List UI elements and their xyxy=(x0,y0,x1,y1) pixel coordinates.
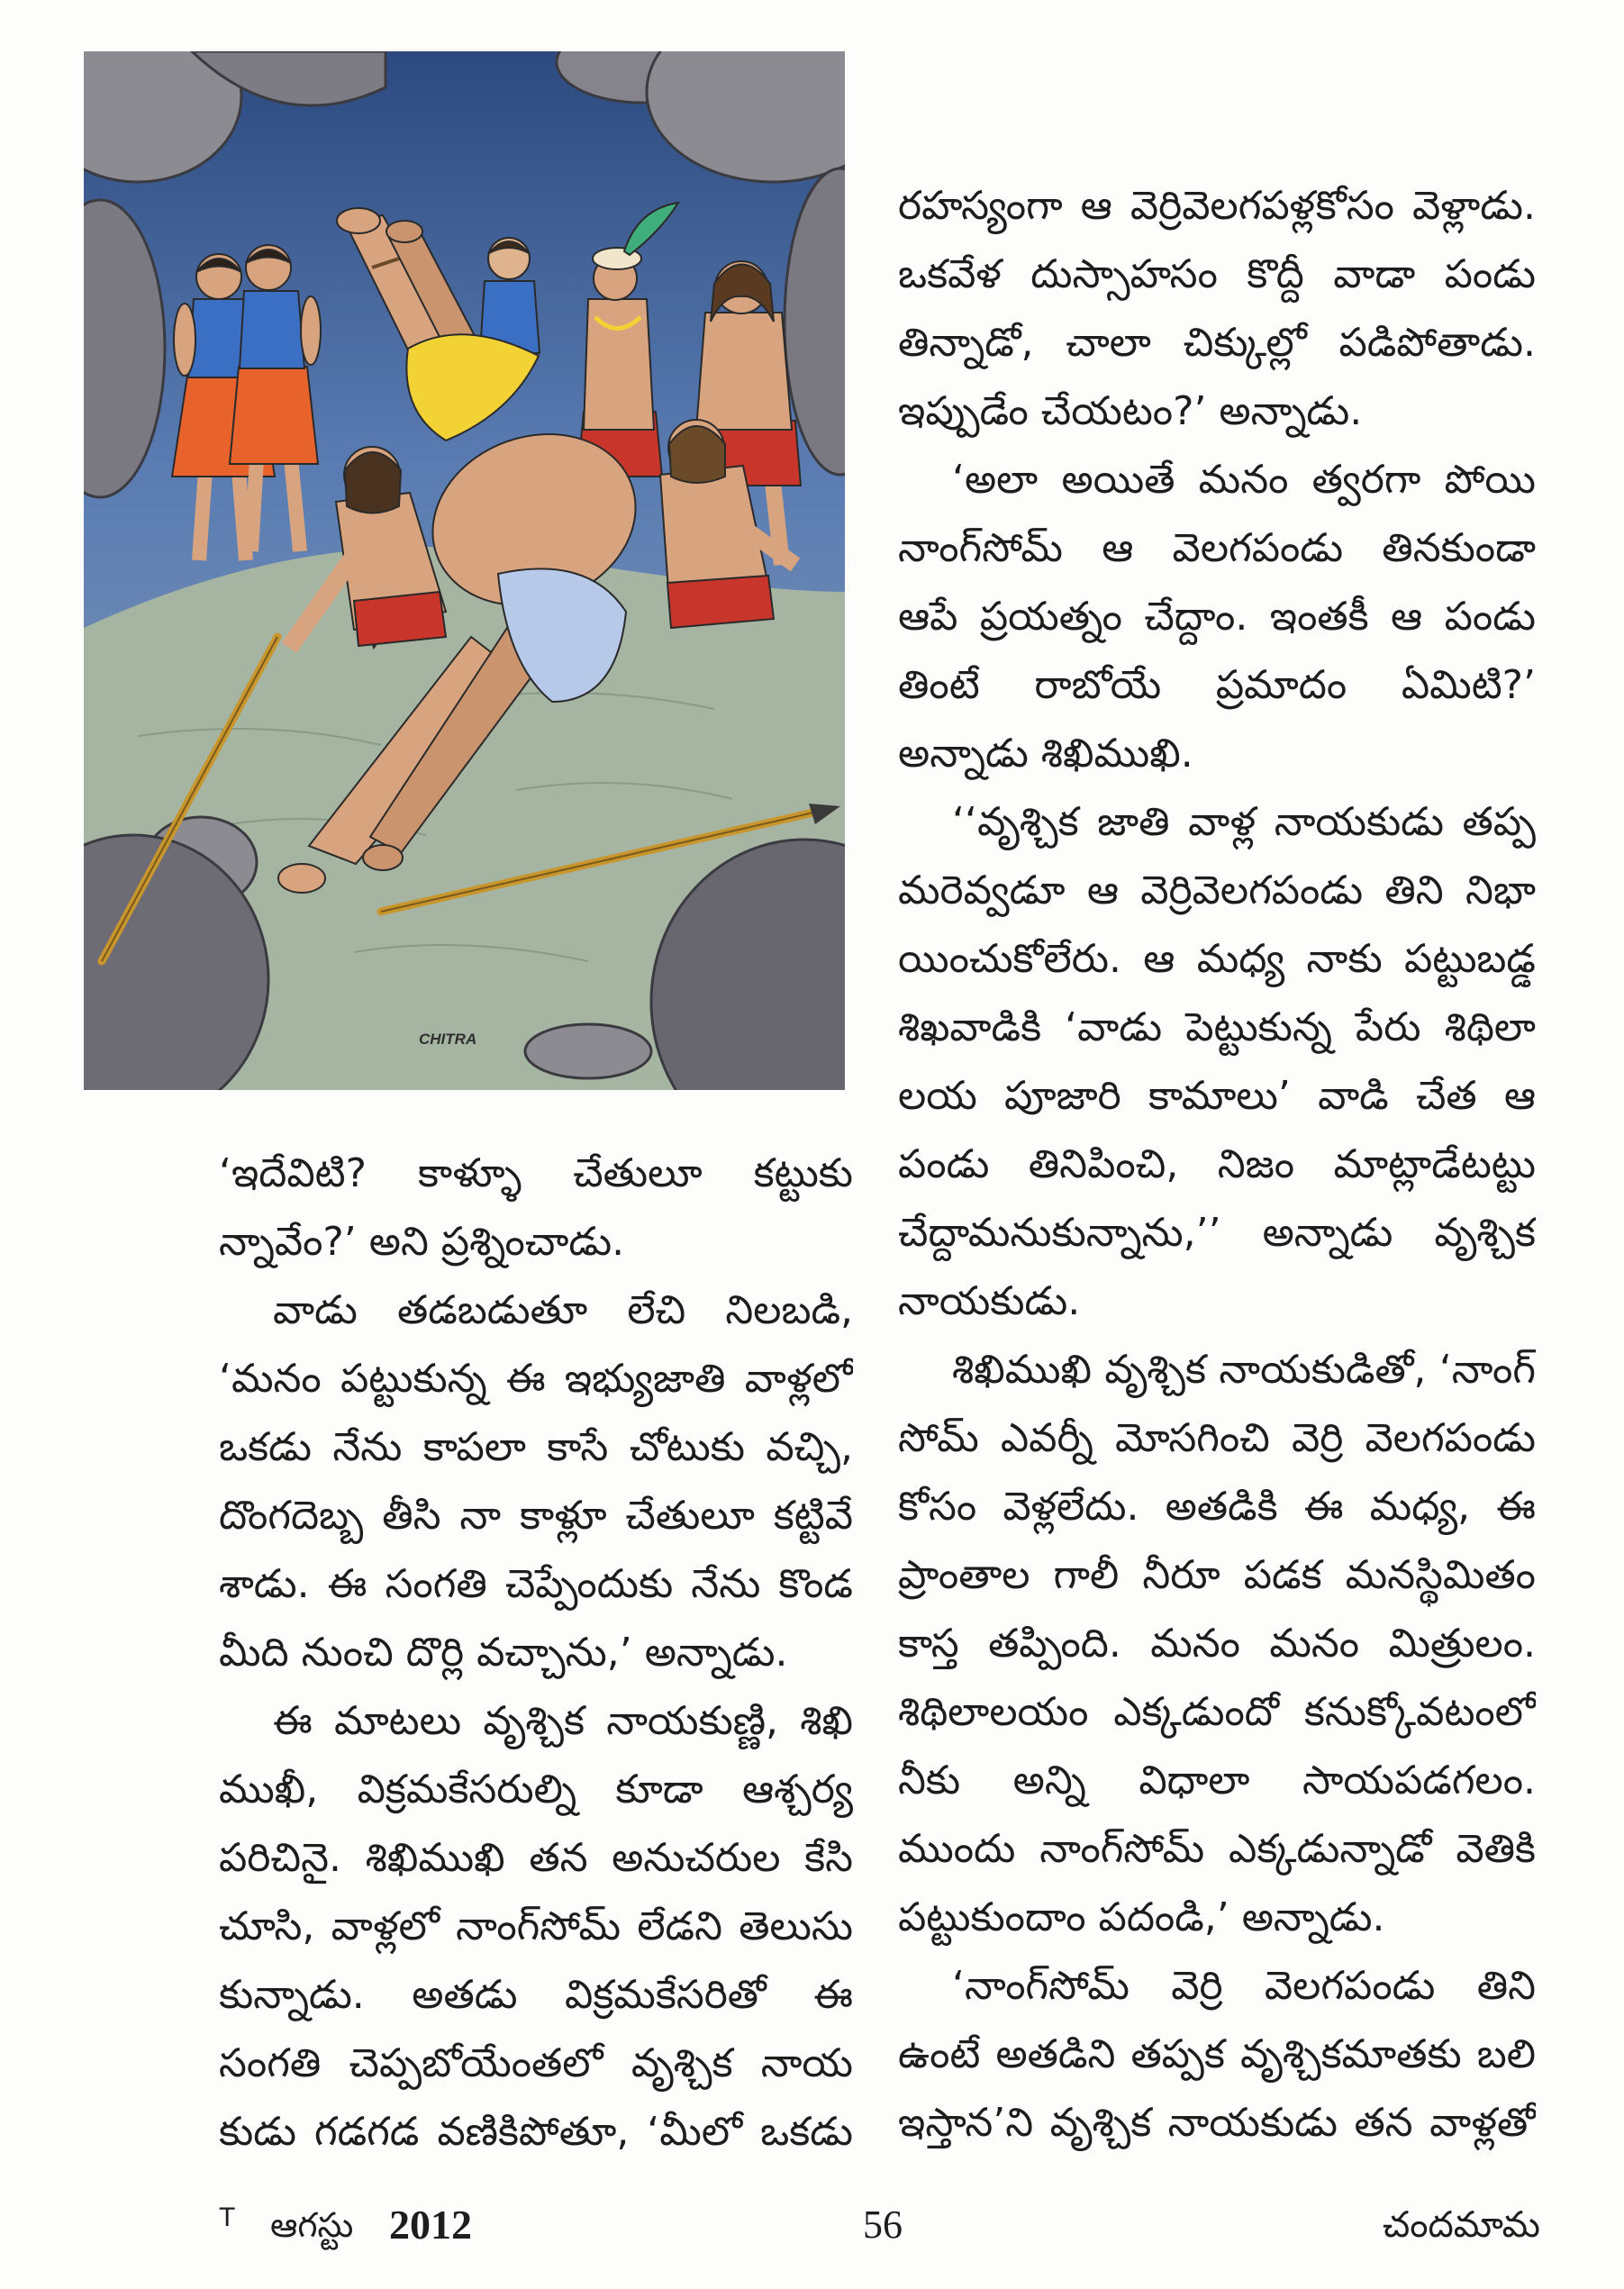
text-line: ముఖీ, విక్రమకేసరుల్ని కూడా ఆశ్చర్య xyxy=(219,1767,853,1812)
text-line: ఒకడు నేను కాపలా కాసే చోటుకు వచ్చి, xyxy=(219,1424,853,1470)
text-line: చూసి, వాళ్లలో నాంగ్‌సోమ్ లేడని తెలుసు xyxy=(219,1903,853,1949)
text-line: కున్నాడు. అతడు విక్రమకేసరితో ఈ xyxy=(219,1972,853,2018)
text-line: ఇప్పుడేం చేయటం?’ అన్నాడు. xyxy=(898,388,1363,434)
footer-year: 2012 xyxy=(389,2202,472,2248)
text-line: పట్టుకుందాం పదండి,’ అన్నాడు. xyxy=(898,1894,1385,1940)
text-line: ‘‘వృశ్చిక జాతి వాళ్ల నాయకుడు తప్ప xyxy=(952,799,1536,845)
text-line: చేద్దామనుకున్నాను,’’ అన్నాడు వృశ్చిక xyxy=(898,1210,1536,1256)
right-text-column xyxy=(898,172,1536,2157)
text-line: ఈ మాటలు వృశ్చిక నాయకుణ్ణి, శిఖి xyxy=(273,1698,853,1744)
story-illustration xyxy=(84,51,845,1090)
text-line: ఆపే ప్రయత్నం చేద్దాం. ఇంతకీ ఆ పండు xyxy=(898,594,1536,640)
artist-signature: CHITRA xyxy=(419,1031,477,1048)
text-line: తింటే రాబోయే ప్రమాదం ఏమిటి?’ xyxy=(898,662,1536,708)
text-line: నాంగ్‌సోమ్ ఆ వెలగపండు తినకుండా xyxy=(898,525,1536,571)
text-line: ప్రాంతాల గాలీ నీరూ పడక మనస్థిమితం xyxy=(898,1552,1536,1598)
text-line: పండు తినిపించి, నిజం మాట్లాడేటట్టు xyxy=(898,1141,1536,1187)
text-line: తిన్నాడో, చాలా చిక్కుల్లో పడిపోతాడు. xyxy=(898,320,1536,366)
page-number: 56 xyxy=(863,2203,903,2247)
text-line: యించుకోలేరు. ఆ మధ్య నాకు పట్టుబడ్డ xyxy=(898,936,1536,982)
magazine-name: చందమామ xyxy=(1382,2204,1540,2246)
text-line: ఒకవేళ దుస్సాహసం కొద్దీ వాడా పండు xyxy=(898,251,1536,297)
text-line: ‘మనం పట్టుకున్న ఈ ఇభ్యుజాతి వాళ్లలో xyxy=(219,1356,853,1402)
text-line: ‘అలా అయితే మనం త్వరగా పోయి xyxy=(952,457,1536,503)
text-line: ‘నాంగ్‌సోమ్ వెర్రి వెలగపండు తిని xyxy=(952,1963,1536,2009)
text-line: శిఖవాడికి ‘వాడు పెట్టుకున్న పేరు శిథిలా xyxy=(898,1004,1536,1050)
text-line: పరిచినై. శిఖిముఖి తన అనుచరుల కేసి xyxy=(219,1835,853,1881)
text-line: ఇస్తాన’ని వృశ్చిక నాయకుడు తన వాళ్లతో xyxy=(898,2100,1536,2146)
text-line: వాడు తడబడుతూ లేచి నిలబడి, xyxy=(273,1287,853,1333)
footer-marker: T xyxy=(219,2203,236,2232)
text-line: సోమ్ ఎవర్నీ మోసగించి వెర్రి వెలగపండు xyxy=(898,1415,1536,1461)
text-line: అన్నాడు శిఖిముఖి. xyxy=(898,731,1193,777)
text-line: నాయకుడు. xyxy=(898,1278,1081,1324)
text-line: మీది నుంచి దొర్లి వచ్చాను,’ అన్నాడు. xyxy=(219,1630,788,1676)
text-line: శిఖిముఖి వృశ్చిక నాయకుడితో, ‘నాంగ్ xyxy=(952,1347,1536,1393)
text-line: కాస్త తప్పింది. మనం మనం మిత్రులం. xyxy=(898,1621,1536,1667)
text-line: సంగతి చెప్పబోయేంతలో వృశ్చిక నాయ xyxy=(219,2040,853,2086)
text-line: శిథిలాలయం ఎక్కడుందో కనుక్కోవటంలో xyxy=(898,1689,1536,1735)
text-line: రహస్యంగా ఆ వెర్రివెలగపళ్లకోసం వెళ్లాడు. xyxy=(898,183,1536,229)
text-line: లయ పూజారి కామాలు’ వాడి చేత ఆ xyxy=(898,1073,1536,1119)
text-line: న్నావేం?’ అని ప్రశ్నించాడు. xyxy=(219,1219,625,1265)
text-line: కుడు గడగడ వణికిపోతూ, ‘మీలో ఒకడు xyxy=(219,2109,853,2155)
text-line: శాడు. ఈ సంగతి చెప్పేందుకు నేను కొండ xyxy=(219,1561,853,1607)
left-text-column xyxy=(219,1140,853,2166)
text-line: దొంగదెబ్బ తీసి నా కాళ్లూ చేతులూ కట్టివే xyxy=(219,1493,853,1539)
text-line: కోసం వెళ్లలేదు. అతడికి ఈ మధ్య, ఈ xyxy=(898,1484,1536,1530)
text-line: ఉంటే అతడిని తప్పక వృశ్చికమాతకు బలి xyxy=(898,2031,1536,2077)
text-line: ముందు నాంగ్‌సోమ్ ఎక్కడున్నాడో వెతికి xyxy=(898,1826,1536,1872)
text-line: నీకు అన్ని విధాలా సాయపడగలం. xyxy=(898,1758,1536,1803)
footer-month: ఆగస్టు xyxy=(270,2205,354,2245)
text-line: మరెవ్వడూ ఆ వెర్రివెలగపండు తిని నిభా xyxy=(898,867,1536,913)
text-line: ‘ఇదేవిటి? కాళ్ళూ చేతులూ కట్టుకు xyxy=(219,1150,853,1196)
